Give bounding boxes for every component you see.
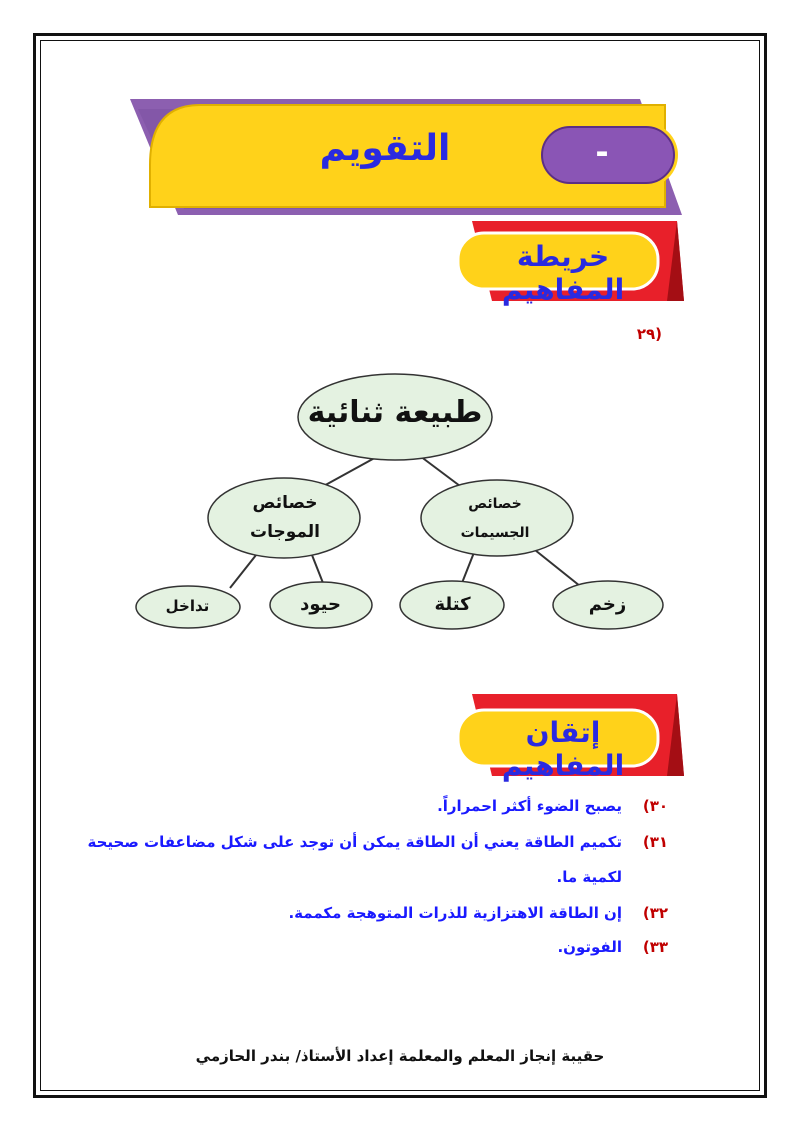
particles-node [421, 480, 573, 556]
answer-number: ٣١) [642, 833, 668, 851]
concept-map-title: خريطة المفاهيم [501, 240, 625, 306]
answer-text-continued: لكمية ما. [556, 868, 622, 886]
answer-number: ٣٢) [642, 904, 668, 922]
answer-number: ٣٠) [642, 797, 668, 815]
waves-node-label-2: الموجات [250, 522, 320, 542]
answer-text: الفوتون. [557, 938, 622, 956]
answer-number: ٣٣) [642, 938, 668, 956]
question-number-29: ٢٩) [636, 325, 662, 343]
waves-node-label-1: خصائص [252, 493, 318, 513]
waves-node [208, 478, 360, 558]
interference-node-label: تداخل [165, 597, 210, 615]
particles-node-label-2: الجسيمات [460, 525, 530, 541]
answer-text: إن الطاقة الاهتزازية للذرات المتوهجة مكممة. [288, 904, 622, 922]
header-title: التقويم [319, 128, 451, 169]
root-node-label: طبيعة ثنائية [307, 395, 483, 430]
particles-node-label-1: خصائص [468, 496, 522, 512]
answer-text: تكميم الطاقة يعني أن الطاقة يمكن أن توجد على شكل مضاعفات صحيحة [87, 833, 622, 851]
answer-text: يصبح الضوء أكثر احمراراً. [437, 797, 622, 815]
diffraction-node-label: حيود [300, 594, 341, 615]
momentum-node-label: زخم [588, 594, 627, 615]
footer-credit: حقيبة إنجاز المعلم والمعلمة إعداد الأستاذ/ بندر الحازمي [195, 1047, 605, 1065]
mastery-title: إتقان المفاهيم [501, 716, 625, 782]
header-badge: - [595, 133, 609, 171]
mass-node-label: كتلة [434, 594, 471, 615]
